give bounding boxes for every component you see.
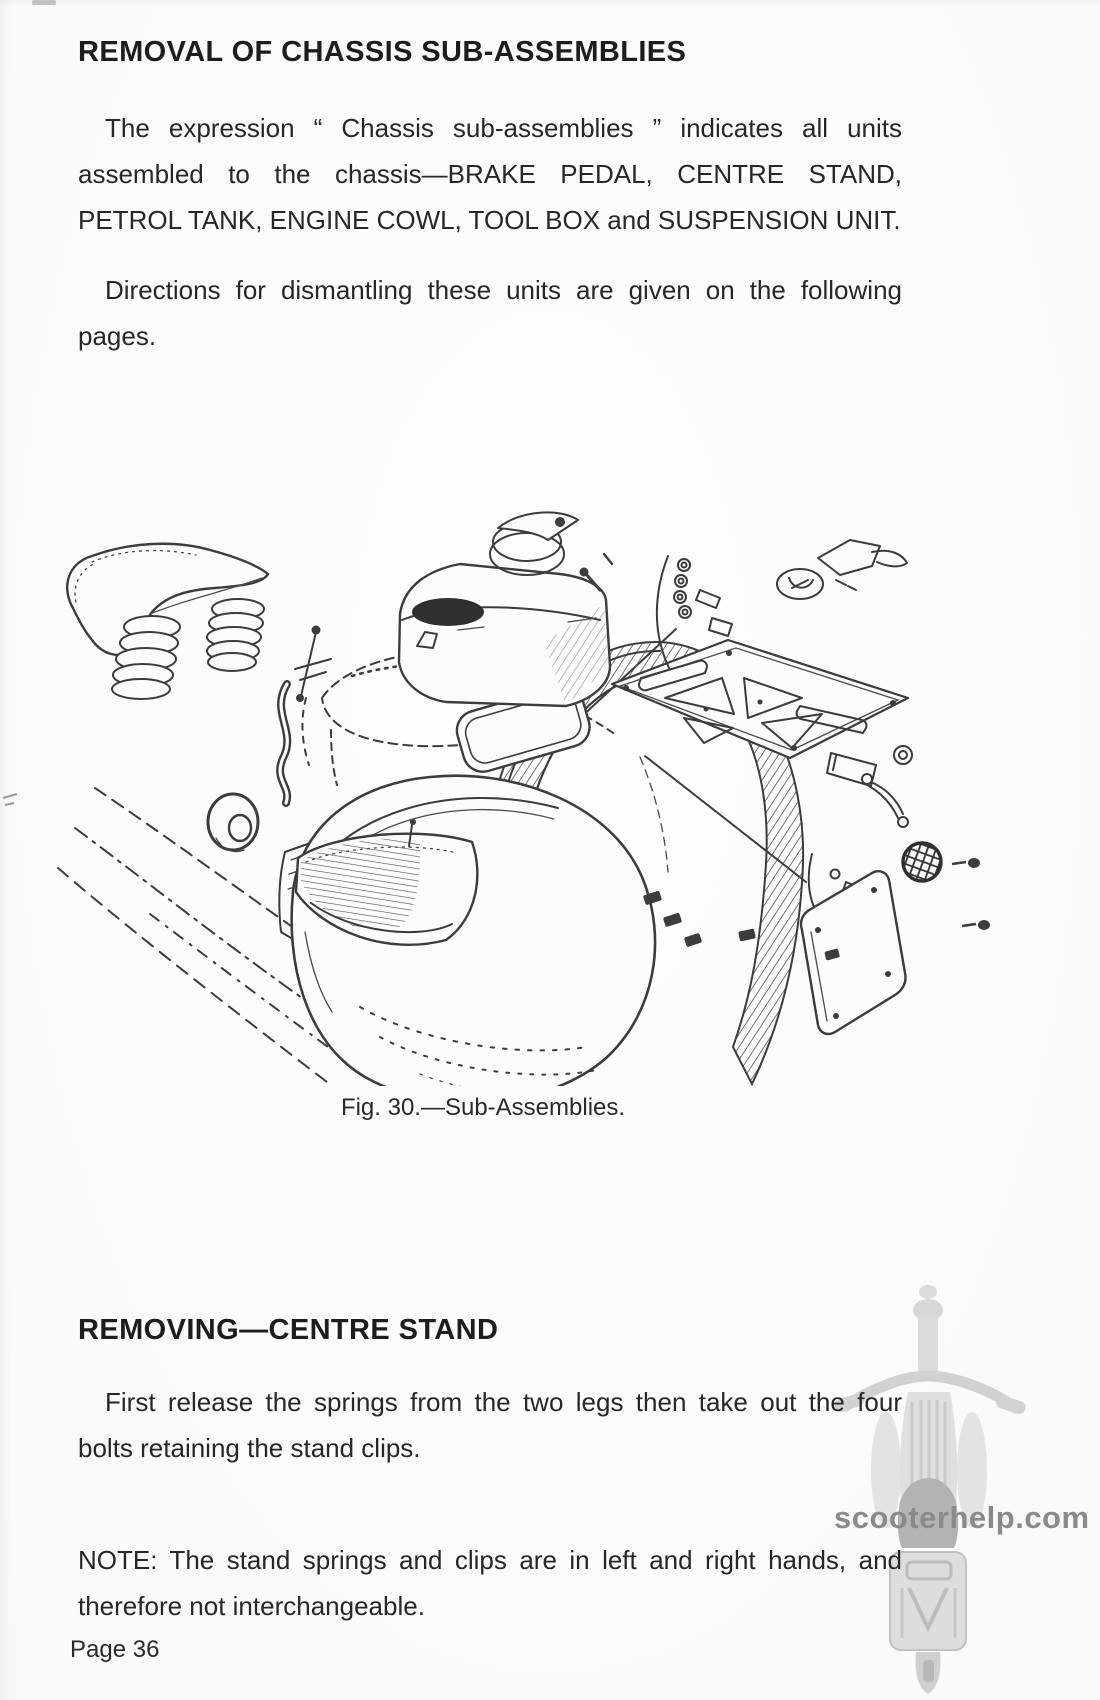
section-removal	[78, 36, 902, 383]
edge-mark	[3, 794, 17, 805]
section-heading-centre-stand: REMOVING—CENTRE STAND	[78, 1314, 499, 1346]
paragraph-first-release: First release the springs from the two legs then take out the four bolts retaining the stand clips.	[78, 1387, 902, 1463]
paragraph-note: NOTE: The stand springs and clips are in left and right hands, and therefore not interchangeable.	[78, 1545, 902, 1621]
grommet-ring	[208, 794, 258, 852]
figure-illustration	[0, 462, 1100, 1086]
oval-washer	[777, 569, 823, 599]
bolt-with-dash	[962, 920, 990, 930]
figure-caption: Fig. 30.—Sub-Assemblies.	[340, 1094, 626, 1121]
paragraph-directions: Directions for dismantling these units are given on the following pages.	[78, 275, 902, 351]
hook-bracket	[818, 540, 907, 590]
number-plate-illustration	[801, 871, 906, 1034]
scan-smudge	[32, 0, 56, 5]
figure-sub-assemblies	[0, 462, 1100, 1086]
section-heading-removal: REMOVAL OF CHASSIS SUB-ASSEMBLIES	[78, 36, 687, 68]
stand-spring-hook	[862, 774, 908, 827]
engine-cowl-illustration	[292, 776, 655, 1086]
paragraph-expression: The expression “ Chassis sub-assemblies ” indicates all units assembled to the chassis—BRAKE PEDAL, CENTRE STAND, PETROL TANK, ENGINE COWL, TOOL BOX and SUSPENSION UNIT.	[78, 113, 902, 235]
section-centre-stand	[78, 1314, 902, 1653]
bolt-cross-piece	[295, 627, 331, 702]
grille-disc	[903, 843, 941, 881]
bolt-with-dash	[952, 858, 980, 868]
seat-adjuster-rod	[280, 684, 287, 803]
washer-ring	[894, 746, 912, 764]
petrol-tank-illustration	[399, 564, 610, 706]
page-number: Page 36	[70, 1636, 160, 1663]
watermark-text: scooterhelp.com	[834, 1500, 1090, 1535]
